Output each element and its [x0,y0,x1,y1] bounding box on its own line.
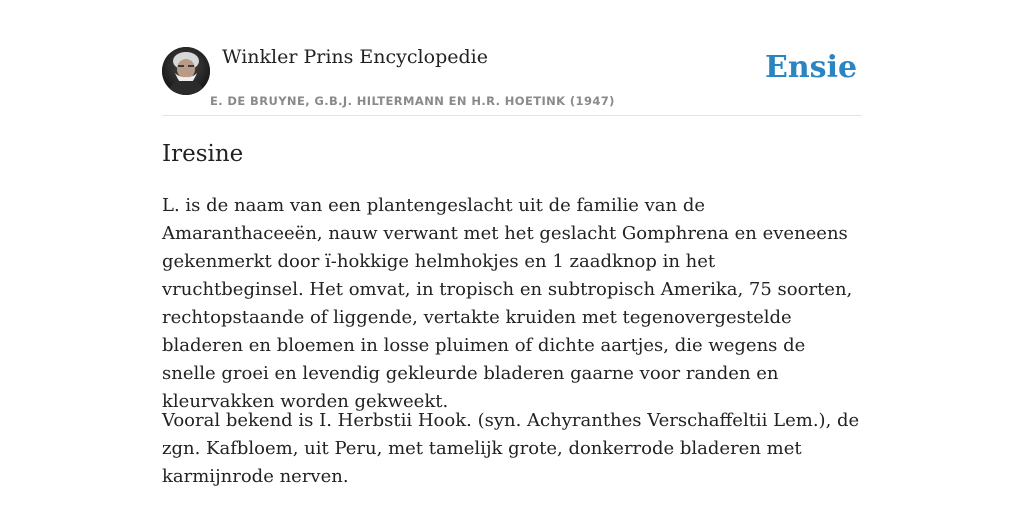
authors-credit: E. DE BRUYNE, G.B.J. HILTERMANN EN H.R. HOETINK (1947) [210,94,615,108]
header-divider [162,115,862,116]
article-paragraph-2: Vooral bekend is I. Herbstii Hook. (syn. Achyranthes Verschaffeltii Lem.), de zgn. Kafbloem, uit Peru, met tamelijk grote, donkerrode bladeren met karmijnrode nerven. [162,410,860,487]
site-title[interactable]: Winkler Prins Encyclopedie [222,46,488,68]
author-avatar[interactable] [162,47,210,95]
ensie-logo-link[interactable]: Ensie [765,50,858,85]
bearded-man-portrait-icon [162,47,210,95]
article-paragraph-1: L. is de naam van een plantengeslacht uit de familie van de Amaranthaceeën, nauw verwant met het geslacht Gomphrena en eveneens gekenmerkt door ï-hokkige helmhokjes en 1 zaadknop in het vruchtbeginsel. Het omvat, in tropisch en subtropisch Amerika, 75 soorten, rechtopstaande of liggende, vertakte kruiden met tegenovergestelde bladeren en bloemen in losse pluimen of dichte aartjes, die wegens de snelle groei en levendig gekleurde bladeren gaarne voor randen en kleurvakken worden gekweekt. [162,195,853,412]
article-title: Iresine [162,141,244,167]
